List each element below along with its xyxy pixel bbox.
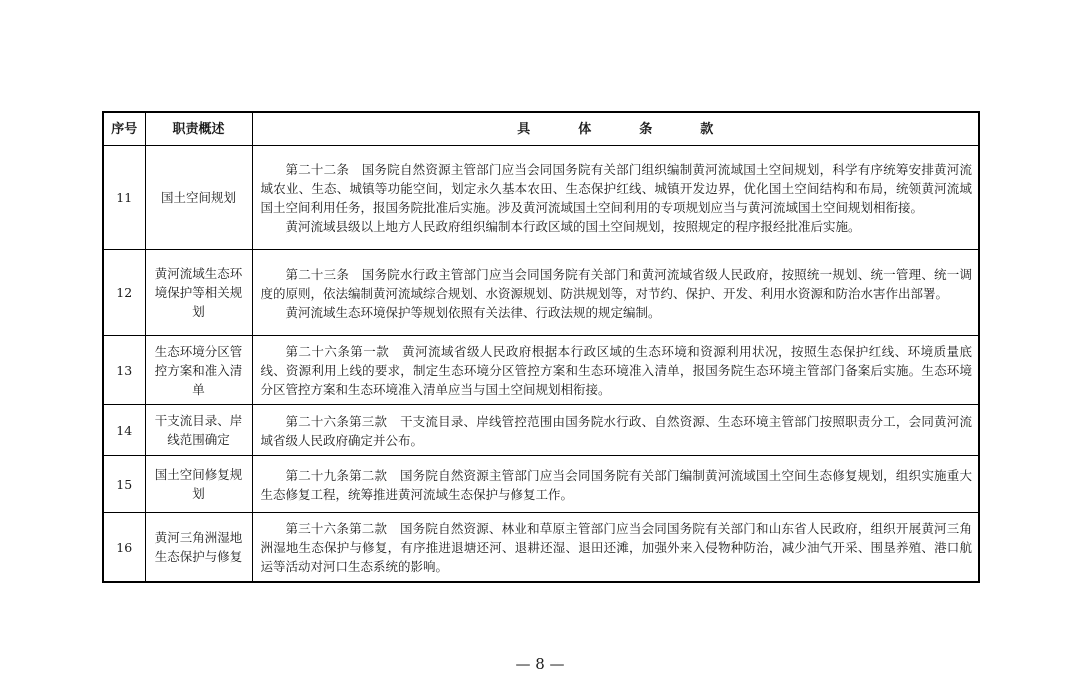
table-row xyxy=(103,336,979,405)
row-summary: 国土空间修复规划 xyxy=(145,456,252,513)
row-num: 13 xyxy=(103,336,145,405)
row-summary: 黄河流域生态环境保护等相关规划 xyxy=(145,250,252,336)
row-num: 11 xyxy=(103,146,145,250)
table-row xyxy=(103,250,979,336)
row-clause xyxy=(252,250,979,336)
row-clause xyxy=(252,336,979,405)
table-row xyxy=(103,513,979,583)
row-num: 12 xyxy=(103,250,145,336)
row-clause xyxy=(252,456,979,513)
clause-paragraph: 第二十二条 国务院自然资源主管部门应当会同国务院有关部门组织编制黄河流域国土空间规划，科学有序统筹安排黄河流域农业、生态、城镇等功能空间，划定永久基本农田、生态保护红线、城镇开发边界，优化国土空间结构和布局，统领黄河流域国土空间利用任务，报国务院批准后实施。涉及黄河流域国土空间利用的专项规划应当与黄河流域国土空间规划相衔接。 xyxy=(260,162,972,215)
row-summary: 生态环境分区管控方案和准入清单 xyxy=(145,336,252,405)
header-summary: 职责概述 xyxy=(145,112,252,146)
clause-paragraph: 第二十三条 国务院水行政主管部门应当会同国务院有关部门和黄河流域省级人民政府，按照统一规划、统一管理、统一调度的原则，依法编制黄河流域综合规划、水资源规划、防洪规划等，对节约、保护、开发、利用水资源和防治水害作出部署。 xyxy=(260,266,972,301)
provisions-table xyxy=(102,111,980,583)
clause-paragraph: 黄河流域生态环境保护等规划依照有关法律、行政法规的规定编制。 xyxy=(285,304,661,320)
page-number: — 8 — xyxy=(515,655,565,673)
clause-paragraph: 第二十六条第一款 黄河流域省级人民政府根据本行政区域的生态环境和资源利用状况，按照生态保护红线、环境质量底线、资源利用上线的要求，制定生态环境分区管控方案和生态环境准入清单，报国务院生态环境主管部门备案后实施。生态环境分区管控方案和生态环境准入清单应当与国土空间规划相衔接。 xyxy=(260,344,972,397)
row-num: 15 xyxy=(103,456,145,513)
clause-paragraph: 黄河流域县级以上地方人民政府组织编制本行政区域的国土空间规划，按照规定的程序报经批准后实施。 xyxy=(285,219,861,234)
clause-paragraph: 第二十九条第二款 国务院自然资源主管部门应当会同国务院有关部门编制黄河流域国土空间生态修复规划，组织实施重大生态修复工程，统筹推进黄河流域生态保护与修复工作。 xyxy=(260,467,972,502)
header-num: 序号 xyxy=(103,112,145,146)
table-row xyxy=(103,146,979,250)
row-clause xyxy=(252,405,979,456)
header-clause: 具体条款 xyxy=(252,112,979,146)
row-summary: 黄河三角洲湿地生态保护与修复 xyxy=(145,513,252,583)
row-num: 16 xyxy=(103,513,145,583)
table-row xyxy=(103,405,979,456)
row-num: 14 xyxy=(103,405,145,456)
row-clause xyxy=(252,513,979,583)
table-row xyxy=(103,456,979,513)
row-summary: 干支流目录、岸线范围确定 xyxy=(145,405,252,456)
row-clause xyxy=(252,146,979,250)
clause-paragraph: 第三十六条第二款 国务院自然资源、林业和草原主管部门应当会同国务院有关部门和山东省人民政府，组织开展黄河三角洲湿地生态保护与修复，有序推进退塘还河、退耕还湿、退田还滩，加强外来入侵物种防治，减少油气开采、围垦养殖、港口航运等活动对河口生态系统的影响。 xyxy=(260,521,972,574)
row-summary: 国土空间规划 xyxy=(145,146,252,250)
table-header-row xyxy=(103,112,979,146)
clause-paragraph: 第二十六条第三款 干支流目录、岸线管控范围由国务院水行政、自然资源、生态环境主管部门按照职责分工，会同黄河流域省级人民政府确定并公布。 xyxy=(260,413,972,448)
